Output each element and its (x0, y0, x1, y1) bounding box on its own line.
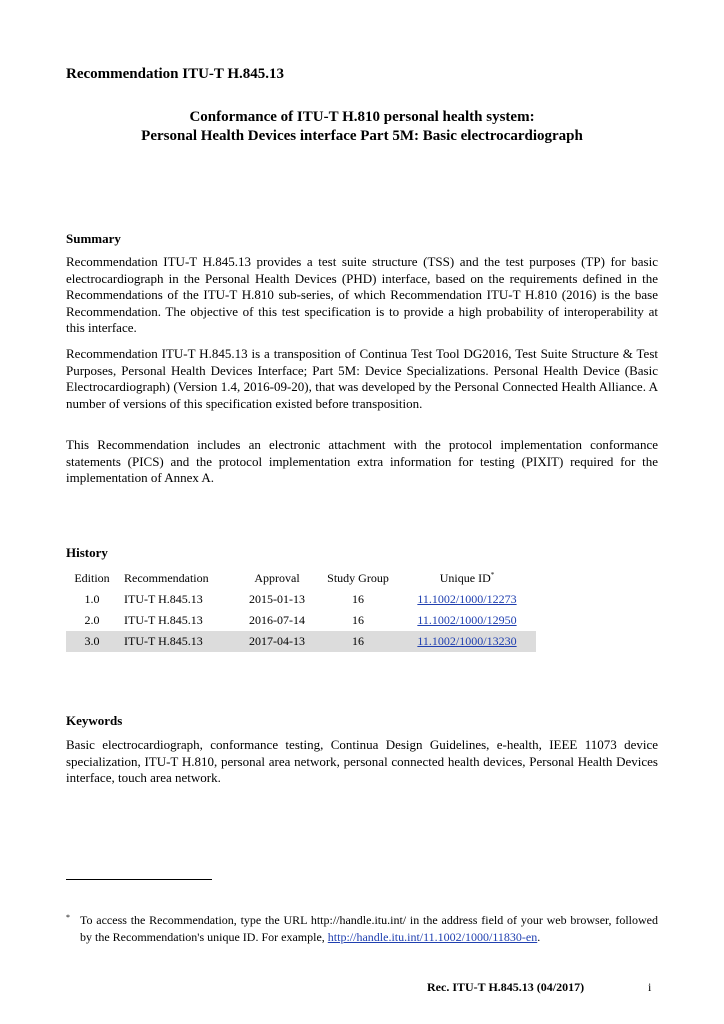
page-number: i (648, 980, 652, 994)
column-header-study-group: Study Group (327, 571, 389, 585)
footnote-reference-mark: * (490, 571, 495, 579)
summary-paragraph-2: Recommendation ITU-T H.845.13 is a transposition of Continua Test Tool DG2016, Test Suite Structure & Test Purposes, Personal Health Devices Interface; Part 5M: Device Specializations. Personal Health Device (Basic Electrocardiograph) (Version 1.4, 2016-09-20), that was developed by the Personal Connected Health Alliance. A number of versions of this specification existed before transposition. (66, 346, 658, 411)
footer-reference: Rec. ITU-T H.845.13 (04/2017) (427, 980, 585, 994)
unique-id-link[interactable]: 11.1002/1000/12273 (417, 592, 517, 606)
recommendation-cell: ITU-T H.845.13 (124, 592, 203, 606)
approval-cell: 2017-04-13 (236, 631, 318, 652)
recommendation-title: Recommendation ITU-T H.845.13 (66, 66, 285, 82)
edition-cell: 1.0 (84, 592, 100, 606)
unique-id-cell (398, 631, 536, 652)
column-header-edition: Edition (74, 571, 110, 585)
column-header-recommendation: Recommendation (124, 571, 209, 585)
footnote-divider (66, 879, 212, 880)
summary-heading: Summary (66, 231, 121, 246)
edition-cell: 3.0 (66, 631, 118, 652)
table-row (66, 610, 536, 631)
recommendation-cell: ITU-T H.845.13 (118, 631, 236, 652)
footnote-mark: * (66, 913, 70, 922)
keywords-text: Basic electrocardiograph, conformance testing, Continua Design Guidelines, e-health, IEEE 11073 device specialization, ITU-T H.810, personal area network, personal connected health devices, Personal Health Devices interface, touch area network. (66, 737, 658, 785)
footnote-end: . (537, 930, 541, 944)
table-row (66, 589, 536, 610)
history-header-row (66, 568, 536, 589)
title-line-2: Personal Health Devices interface Part 5M: Basic electrocardiograph (141, 128, 583, 144)
study-group-cell: 16 (352, 592, 364, 606)
history-table (66, 568, 536, 652)
unique-id-cell (398, 610, 536, 631)
footnote (66, 912, 658, 946)
recommendation-cell: ITU-T H.845.13 (124, 613, 203, 627)
unique-id-link[interactable]: 11.1002/1000/12950 (417, 613, 517, 627)
unique-id-cell (398, 589, 536, 610)
summary-paragraph-3: This Recommendation includes an electronic attachment with the protocol implementation conformance statements (PICS) and the protocol implementation extra information for testing (PIXIT) required for the implementation of Annex A. (66, 437, 658, 485)
document-title (66, 108, 658, 146)
title-line-1: Conformance of ITU-T H.810 personal health system: (189, 109, 535, 125)
approval-cell: 2015-01-13 (249, 592, 305, 606)
study-group-cell: 16 (318, 631, 398, 652)
column-header-approval: Approval (254, 571, 300, 585)
approval-cell: 2016-07-14 (249, 613, 305, 627)
column-header-unique-id: Unique ID* (439, 571, 495, 585)
footnote-example-link[interactable]: http://handle.itu.int/11.1002/1000/11830-en (327, 930, 538, 944)
summary-paragraph-1: Recommendation ITU-T H.845.13 provides a test suite structure (TSS) and the test purposes (TP) for basic electrocardiograph in the Personal Health Devices (PHD) interface, based on the requirements defined in the Recommendations of the ITU-T H.810 sub-series, of which Recommendation ITU-T H.810 (2016) is the base Recommendation. The objective of this test specification is to provide a high probability of interoperability at this interface. (66, 254, 658, 335)
unique-id-link[interactable]: 11.1002/1000/13230 (417, 634, 517, 648)
history-heading: History (66, 545, 108, 560)
footnote-text: To access the Recommendation, type the URL http://handle.itu.int/ in the address field of your web browser, followed by the Recommendation's unique ID. For example, (80, 913, 658, 944)
table-row-highlighted (66, 631, 536, 652)
edition-cell: 2.0 (84, 613, 100, 627)
study-group-cell: 16 (352, 613, 364, 627)
keywords-heading: Keywords (66, 713, 123, 728)
